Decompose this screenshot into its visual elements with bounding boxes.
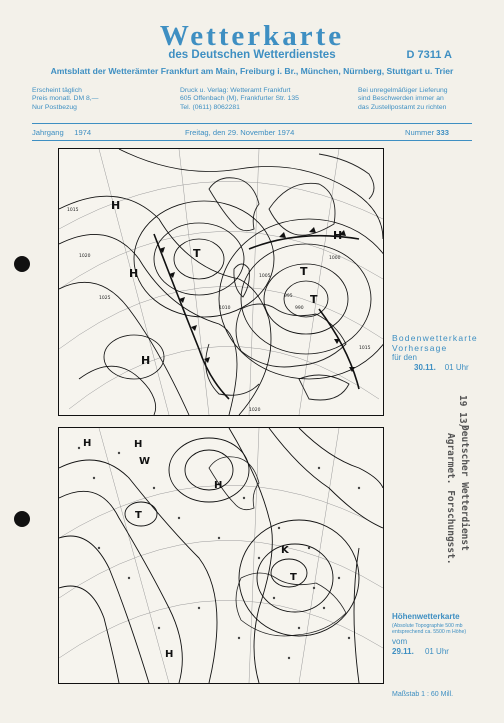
coastlines: [209, 457, 346, 636]
low-pressure-marker: T: [310, 293, 318, 306]
stamp-line-2: Agrarmet. Forschungsst.: [445, 433, 456, 565]
surface-map-validity: [392, 363, 478, 373]
punch-hole-top: [14, 256, 30, 272]
stamp-line-1: Deutscher Wetterdienst: [459, 425, 470, 551]
isobar-label: 1015: [67, 208, 79, 213]
surface-map-subtitle: Vorhersage: [392, 343, 448, 353]
surface-map-caption: [392, 333, 478, 373]
low-pressure-marker: T: [135, 510, 142, 521]
upper-map-title: Höhenwetterkarte: [392, 612, 460, 621]
issue-number: Nummer 333: [405, 128, 449, 137]
contour-lines: [59, 428, 383, 683]
upper-map-note-line: (Absolute Topographie 500 mb: [392, 623, 463, 629]
high-pressure-marker: H: [129, 267, 139, 280]
low-pressure-marker: T: [290, 572, 297, 583]
isobars: [59, 149, 383, 415]
issue-year: Jahrgang 1974: [32, 128, 92, 137]
high-pressure-marker: H: [111, 199, 121, 212]
pub-left-line: Preis monatl. DM 8,—: [32, 95, 99, 103]
publication-info-center: [180, 87, 299, 112]
map-scale: Maßstab 1 : 60 Mill.: [392, 691, 454, 698]
isobar-label: 1015: [359, 346, 371, 351]
surface-weather-map: [58, 148, 384, 416]
pub-left-line: Nur Postbezug: [32, 103, 77, 111]
pub-center-line: Tel. (0611) 8062281: [180, 103, 240, 111]
pub-right-line: Bei unregelmäßiger Lieferung: [358, 87, 448, 94]
upper-map-note-line: entsprechend ca. 5500 m Höhe): [392, 629, 467, 636]
surface-map-time: 01 Uhr: [444, 363, 469, 372]
surface-map-drawing: [59, 149, 383, 415]
station-plots: [78, 447, 360, 659]
surface-map-title: Bodenwetterkarte: [392, 333, 478, 343]
isobar-label: 1020: [249, 408, 261, 413]
isobar-label: 1025: [99, 296, 111, 301]
high-pressure-marker: H: [333, 229, 343, 242]
high-pressure-marker: H: [134, 439, 143, 450]
isobar-label: 1005: [259, 274, 271, 279]
isobar-label: 1020: [79, 254, 91, 259]
high-pressure-marker: H: [83, 438, 92, 449]
upper-map-from-label: vom: [392, 637, 408, 646]
high-pressure-marker: H: [141, 354, 151, 367]
upper-map-date: 29.11.: [392, 647, 414, 656]
upper-map-drawing: [59, 428, 383, 683]
upper-map-time: 01 Uhr: [424, 647, 449, 656]
cold-air-marker: K: [281, 545, 289, 556]
punch-hole-bottom: [14, 511, 30, 527]
upper-map-note: [392, 623, 466, 636]
map-graticule: [59, 428, 383, 683]
surface-map-date: 30.11.: [414, 363, 436, 372]
low-pressure-marker: T: [193, 247, 201, 260]
pressure-centres: [111, 199, 342, 367]
high-pressure-marker: H: [165, 649, 174, 660]
low-pressure-marker: T: [300, 265, 308, 278]
masthead-title: Wetterkarte: [159, 20, 345, 52]
upper-map-caption: [392, 612, 460, 622]
pub-right-line: sind Beschwerden immer an: [358, 95, 444, 103]
upper-air-map: [58, 427, 384, 684]
isobar-label: 990: [295, 306, 304, 311]
official-gazette-line: Amtsblatt der Wetterämter Frankfurt am Main, Freiburg i. Br., München, Nürnberg, Stuttgart u. Trier: [50, 66, 454, 76]
surface-map-for-label: für den: [392, 353, 417, 362]
high-pressure-marker: H: [214, 480, 223, 491]
pub-left-line: Erscheint täglich: [32, 87, 82, 94]
warm-air-marker: W: [139, 456, 151, 467]
publication-info-left: [32, 87, 98, 112]
document-number: D 7311 A: [406, 49, 452, 61]
publication-info-right: [358, 87, 448, 112]
isobar-label: 995: [284, 294, 293, 299]
isobar-label: 1010: [219, 306, 231, 311]
stamp-marks: 19 13/: [457, 395, 468, 430]
pub-center-line: 605 Offenbach (M), Frankfurter Str. 135: [180, 95, 299, 103]
pub-right-line: das Zustellpostamt zu richten: [358, 103, 447, 111]
header-rule-bottom: [32, 140, 472, 141]
header-rule-top: [32, 123, 472, 124]
pub-center-line: Druck u. Verlag: Wetteramt Frankfurt: [180, 87, 291, 94]
isobar-label: 1000: [329, 256, 341, 261]
upper-map-validity: [392, 637, 449, 657]
issue-date: Freitag, den 29. November 1974: [185, 128, 295, 137]
masthead-subtitle: des Deutschen Wetterdienstes: [168, 49, 336, 61]
